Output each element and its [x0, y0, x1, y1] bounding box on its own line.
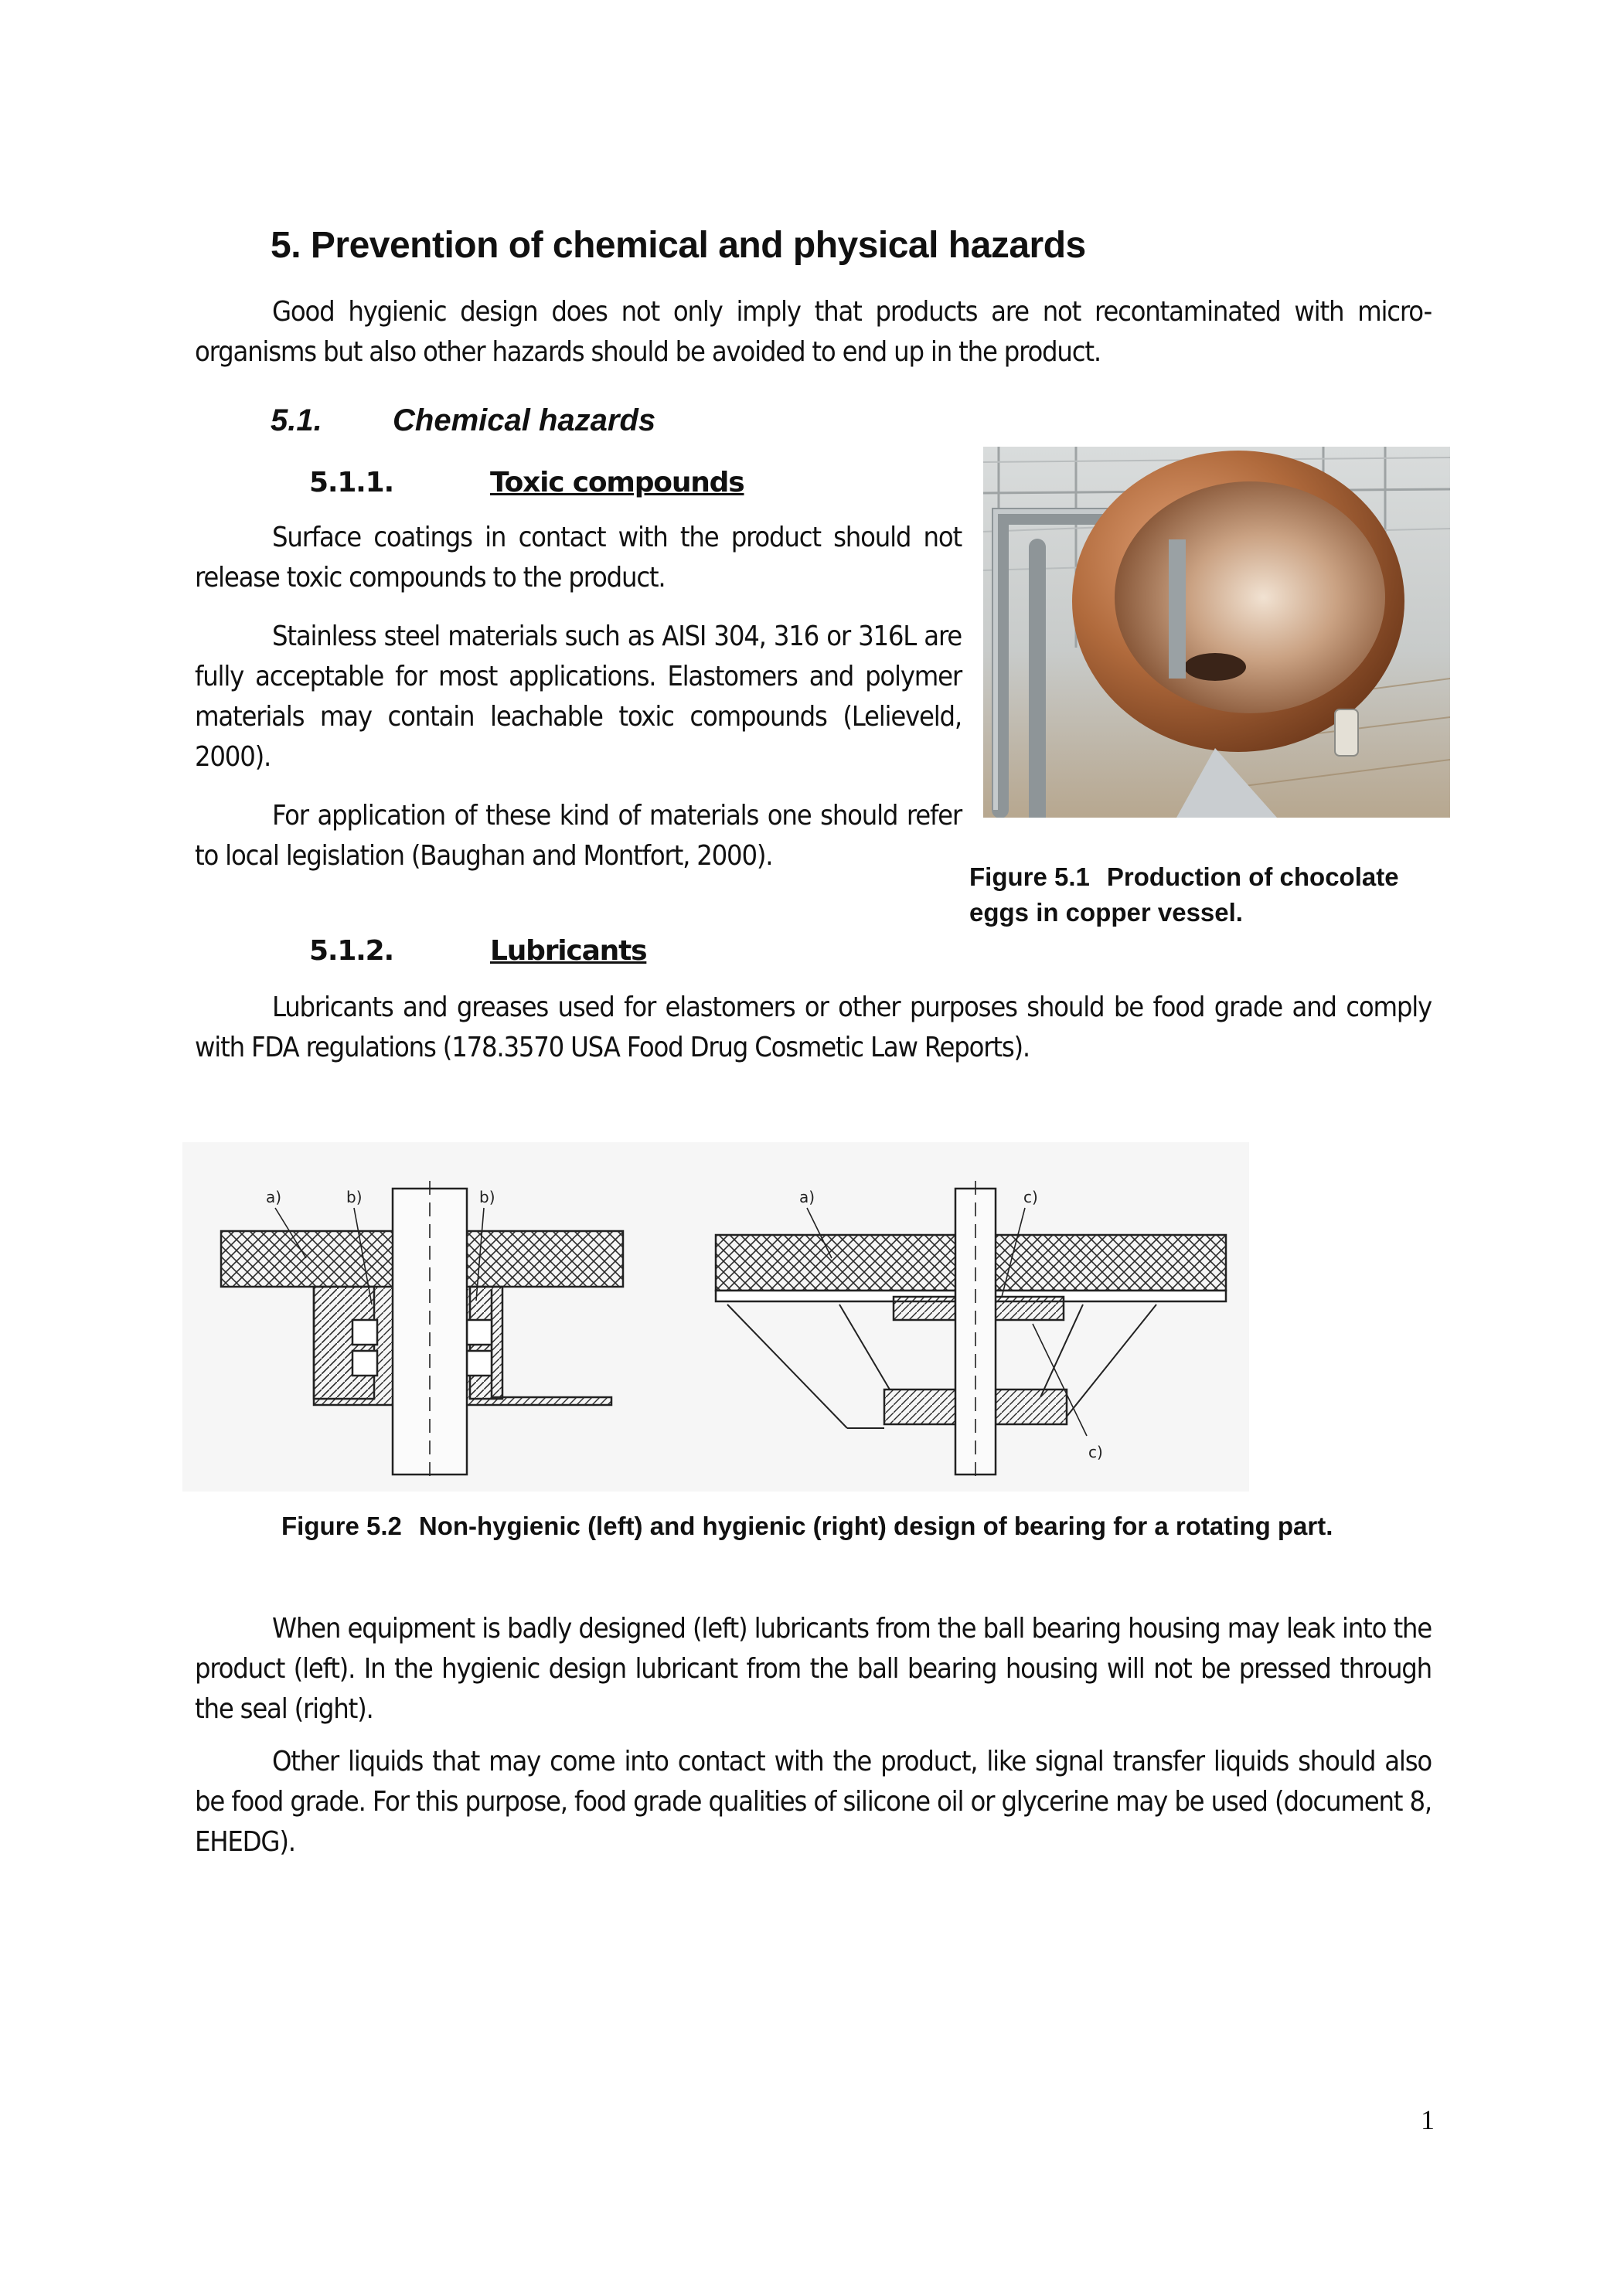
bearing-cross-section-svg — [182, 1142, 1249, 1492]
paragraph-stainless-steel: Stainless steel materials such as AISI 304, 316 or 316L are fully acceptable for most applications. Elastomers and polymer materials may contain leachable toxic compounds (Lelieveld, 2000). — [195, 621, 962, 773]
bearing-design-drawing — [182, 1142, 1249, 1492]
page-title: 5. Prevention of chemical and physical hazards — [271, 225, 1086, 266]
intro-paragraph: Good hygienic design does not only imply that products are not recontaminated with micro-organisms but also other hazards should be avoided to end up in the product. — [195, 296, 1432, 368]
copper-vessel-illustration — [983, 447, 1450, 818]
paragraph-lubricants: Lubricants and greases used for elastomers or other purposes should be food grade and comply with FDA regulations (178.3570 USA Food Drug Cosmetic Law Reports). — [195, 992, 1432, 1063]
figure-caption-text: Production of chocolate eggs in copper vessel. — [969, 862, 1399, 927]
figure-5-2-caption — [281, 1509, 1364, 1544]
figure-label: Figure 5.2 — [281, 1512, 402, 1540]
figure-caption-text: Non-hygienic (left) and hygienic (right) design of bearing for a rotating part. — [418, 1512, 1333, 1540]
figure-5-1-caption — [969, 859, 1441, 930]
callout-a-left: a) — [266, 1188, 282, 1206]
subsection-title: Toxic compounds — [490, 467, 744, 498]
subsection-heading-5-1-1 — [309, 467, 744, 498]
subsection-number: 5.1.1. — [309, 467, 393, 498]
figure-label: Figure 5.1 — [969, 862, 1090, 891]
section-title: Chemical hazards — [393, 403, 656, 437]
callout-c-right-1: c) — [1023, 1188, 1038, 1206]
section-heading-5-1 — [271, 403, 655, 438]
callout-a-right: a) — [799, 1188, 815, 1206]
paragraph-other-liquids: Other liquids that may come into contact with the product, like signal transfer liquids should also be food grade. For this purpose, food grade qualities of silicone oil or glycerine may be used (document 8, EHEDG). — [195, 1746, 1432, 1858]
paragraph-bad-design: When equipment is badly designed (left) lubricants from the ball bearing housing may leak into the product (left). In the hygienic design lubricant from the ball bearing housing will not be pressed through the seal (right). — [195, 1613, 1432, 1725]
page-number: 1 — [1421, 2104, 1435, 2135]
subsection-heading-5-1-2 — [309, 935, 646, 967]
subsection-title: Lubricants — [490, 935, 647, 967]
callout-c-right-2: c) — [1088, 1443, 1103, 1461]
callout-b-left-2: b) — [479, 1188, 495, 1206]
paragraph-legislation: For application of these kind of materials one should refer to local legislation (Baughan and Montfort, 2000). — [195, 800, 962, 872]
paragraph-surface-coatings: Surface coatings in contact with the product should not release toxic compounds to the product. — [195, 522, 962, 594]
subsection-number: 5.1.2. — [309, 935, 393, 967]
section-number: 5.1. — [271, 403, 322, 437]
callout-b-left-1: b) — [346, 1188, 363, 1206]
copper-vessel-photo — [983, 447, 1450, 818]
